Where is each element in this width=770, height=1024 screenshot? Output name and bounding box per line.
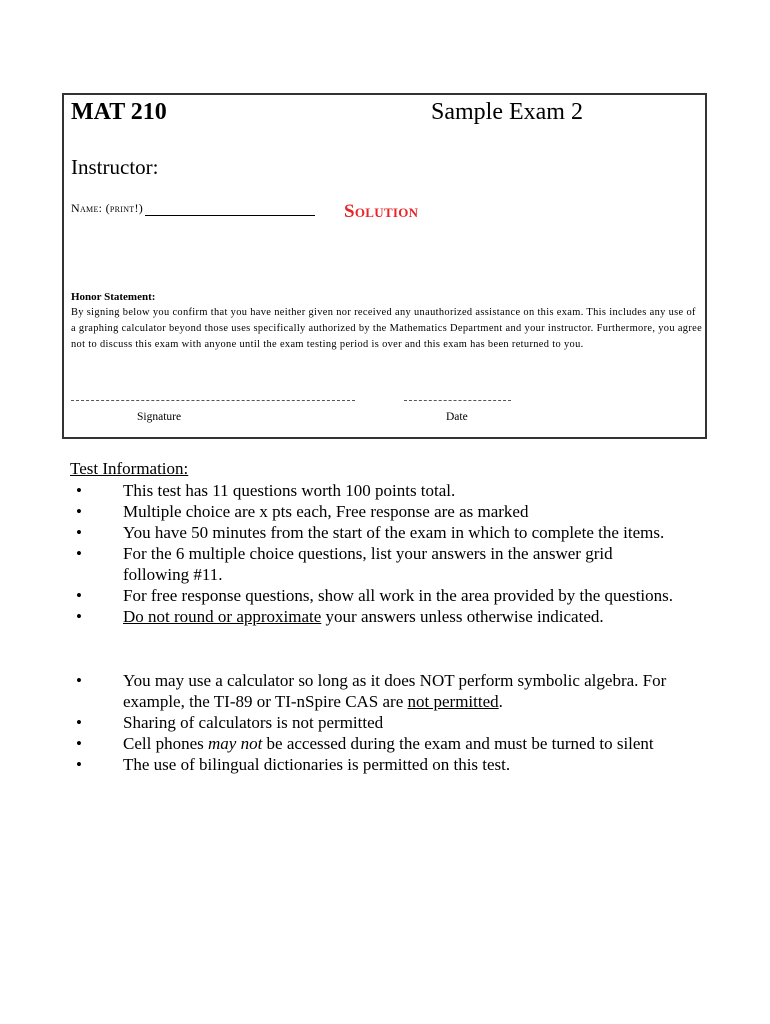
calculator-text: You may use a calculator so long as it does NOT perform symbolic algebra. For example, the TI-89 or TI-nSpire CAS are bbox=[123, 671, 667, 711]
phones-italic-text: may not bbox=[208, 734, 263, 753]
course-title: MAT 210 bbox=[71, 99, 167, 125]
bullet-icon: • bbox=[76, 544, 82, 563]
list-item-text: For the 6 multiple choice questions, list your answers in the answer grid following #11. bbox=[123, 544, 613, 584]
list-item bbox=[70, 522, 710, 543]
round-rest-text: your answers unless otherwise indicated. bbox=[321, 607, 604, 626]
calculator-underlined-text: not permitted bbox=[407, 692, 499, 711]
signature-label: Signature bbox=[137, 411, 182, 423]
bullet-icon: • bbox=[76, 523, 82, 542]
exam-header-box bbox=[62, 93, 707, 439]
list-item-text: Multiple choice are x pts each, Free response are as marked bbox=[123, 502, 529, 521]
test-info-list bbox=[70, 480, 710, 627]
date-line bbox=[404, 400, 511, 402]
bullet-icon: • bbox=[76, 481, 82, 500]
name-label: Name: (print!) bbox=[71, 201, 144, 215]
round-underlined-text: Do not round or approximate bbox=[123, 607, 322, 626]
list-item bbox=[70, 733, 710, 754]
phones-text: Cell phones bbox=[123, 734, 208, 753]
list-item-text: This test has 11 questions worth 100 points total. bbox=[123, 481, 456, 500]
test-information-title bbox=[70, 458, 188, 479]
signature-line bbox=[71, 400, 355, 402]
test-rules-list bbox=[70, 670, 710, 775]
list-item-text: For free response questions, show all work in the area provided by the questions. bbox=[123, 586, 674, 605]
bullet-icon: • bbox=[76, 713, 82, 732]
bullet-icon: • bbox=[76, 502, 82, 521]
list-item bbox=[70, 606, 710, 627]
list-item bbox=[70, 754, 710, 775]
dictionaries-text: The use of bilingual dictionaries is permitted on this test. bbox=[123, 755, 511, 774]
date-label: Date bbox=[446, 411, 468, 423]
list-item bbox=[70, 670, 710, 712]
list-item-text: You have 50 minutes from the start of the exam in which to complete the items. bbox=[123, 523, 665, 542]
phones-text-end: be accessed during the exam and must be turned to silent bbox=[262, 734, 654, 753]
calculator-text-end: . bbox=[498, 692, 503, 711]
name-row bbox=[71, 201, 315, 216]
instructor-label: Instructor: bbox=[71, 155, 159, 179]
list-item bbox=[70, 712, 710, 733]
sharing-text: Sharing of calculators is not permitted bbox=[123, 713, 384, 732]
list-item bbox=[70, 543, 710, 585]
honor-statement-title: Honor Statement: bbox=[71, 291, 156, 303]
honor-statement-text: By signing below you confirm that you have neither given nor received any unauthorized assistance on this exam. This includes any use of a graphing calculator beyond those uses specifically authorized by the Mathematics Department and your instructor. Furthermore, you agree not to discuss this exam with anyone until the exam testing period is over and this exam has been returned to you. bbox=[71, 307, 703, 350]
bullet-icon: • bbox=[76, 607, 82, 626]
bullet-icon: • bbox=[76, 671, 82, 690]
bullet-icon: • bbox=[76, 586, 82, 605]
list-item bbox=[70, 585, 710, 606]
name-line bbox=[145, 201, 315, 216]
exam-title: Sample Exam 2 bbox=[431, 99, 583, 125]
list-item bbox=[70, 501, 710, 522]
solution-label: Solution bbox=[344, 201, 419, 222]
test-information-heading: Test Information: bbox=[70, 459, 189, 478]
list-item bbox=[70, 480, 710, 501]
bullet-icon: • bbox=[76, 755, 82, 774]
bullet-icon: • bbox=[76, 734, 82, 753]
